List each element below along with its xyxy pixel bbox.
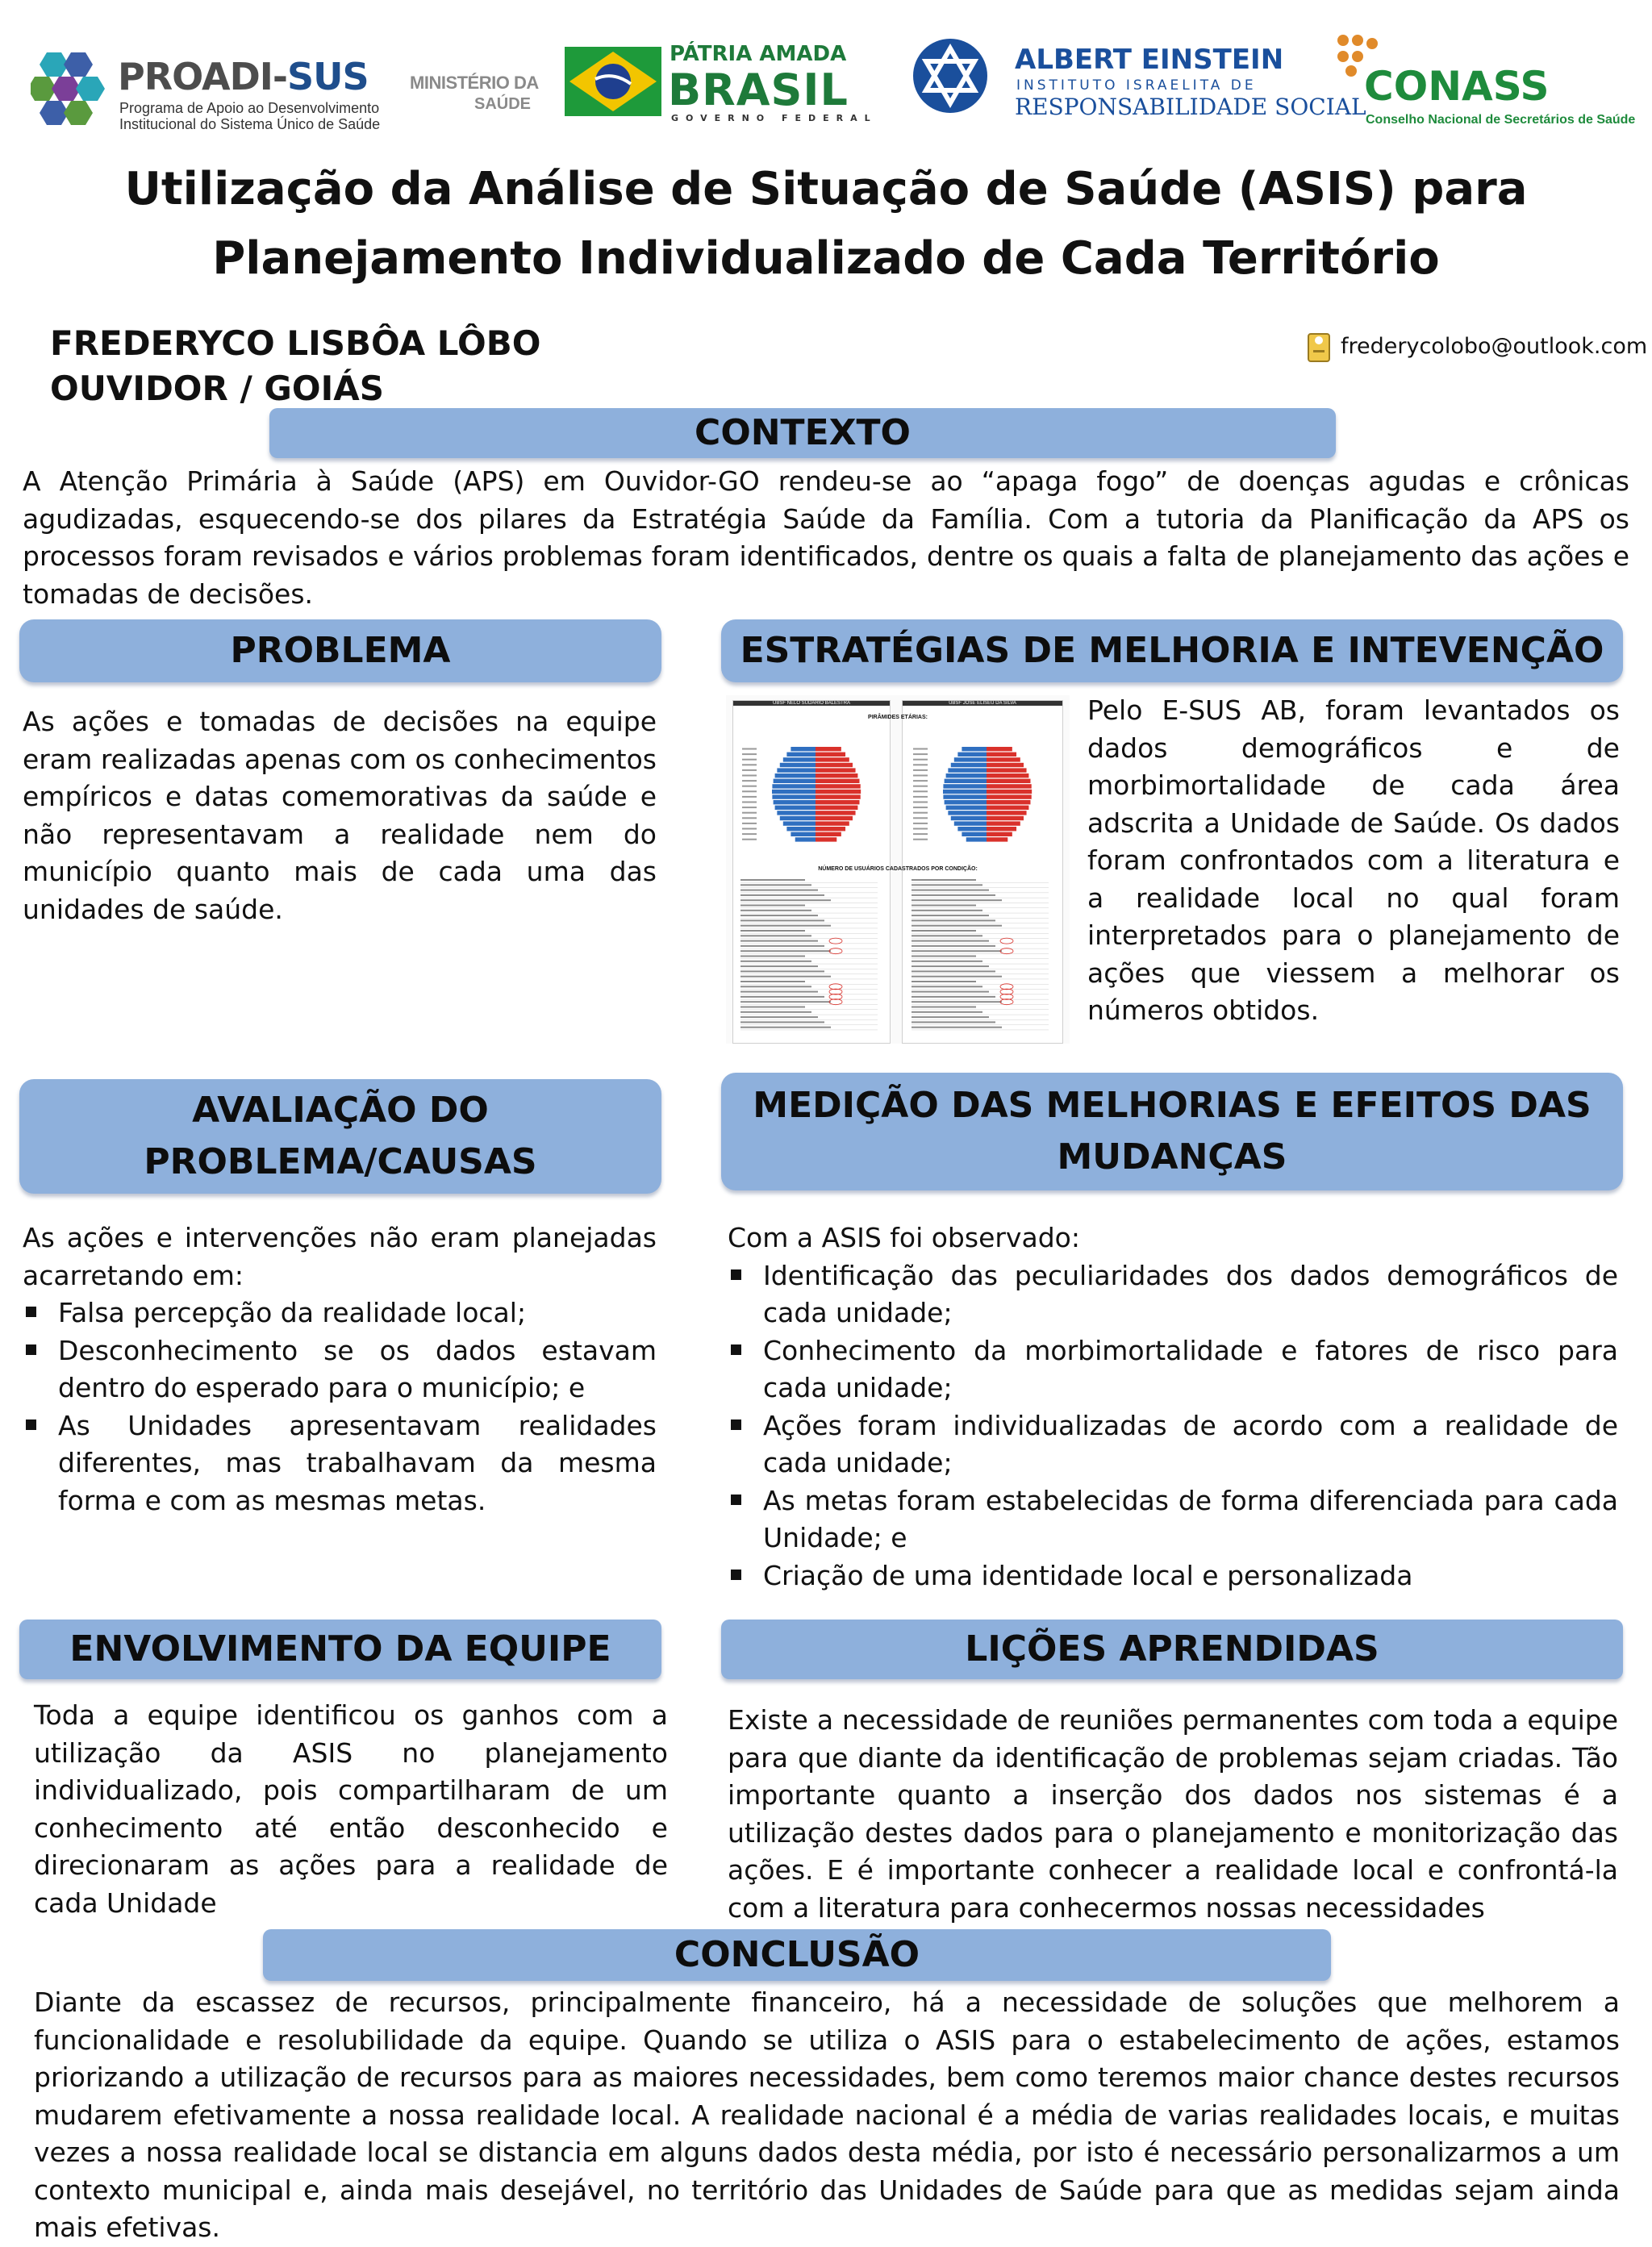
pyramid-bar-female	[816, 816, 853, 820]
table-row-divider	[740, 994, 878, 995]
proadi-hex-icon	[31, 48, 106, 129]
medicao-heading-line1: MEDIÇÃO DAS MELHORIAS E EFEITOS DAS	[753, 1085, 1592, 1126]
contexto-text: A Atenção Primária à Saúde (APS) em Ouvidor-GO rendeu-se ao “apaga fogo” de doenças agudas e crônicas agudizadas, esquecendo-se dos pilares da Estratégia Saúde da Família. Com a tutoria da Planificação da APS os processos foram revisados e vários problemas foram identificados, dentre os quais a falta de planejamento das ações e tomadas de decisões.	[23, 465, 1629, 610]
pyramid-row-label	[913, 748, 928, 750]
table-row-divider	[740, 1019, 878, 1020]
pyramid-row-label	[742, 759, 757, 761]
table-row-divider	[740, 918, 878, 919]
pyramid-bar-female	[816, 768, 856, 772]
pyramid-row-label	[913, 790, 928, 792]
table-row-divider	[912, 979, 1049, 980]
table-row-text	[740, 905, 805, 907]
pyramid-row-label	[913, 796, 928, 798]
table-row-text	[740, 950, 831, 952]
condition-table-left	[739, 878, 884, 1039]
pyramid-bar-male	[780, 763, 816, 767]
table-row-divider	[740, 948, 878, 949]
title-line1: Utilização da Análise de Situação de Saúde (ASIS) para	[124, 163, 1528, 215]
table-row-text	[912, 991, 989, 993]
pyramid-row-label	[742, 828, 757, 830]
pyramid-bar-male	[951, 763, 987, 767]
table-row-text	[912, 899, 1002, 901]
table-row-divider	[740, 959, 878, 960]
pyramid-bar-male	[948, 768, 987, 772]
pyramid-bar-female	[816, 806, 857, 810]
author-name: FREDERYCO LISBÔA LÔBO	[50, 323, 541, 363]
table-row-text	[740, 996, 824, 998]
pyramid-bar-male	[783, 821, 816, 825]
pyramid-bar-male	[786, 827, 816, 831]
pyramid-bar-male	[774, 779, 816, 783]
table-row-text	[740, 956, 805, 957]
pyramid-bar-female	[987, 768, 1027, 772]
table-row-text	[740, 919, 824, 921]
pyramid-bar-female	[816, 794, 861, 798]
conclusao-heading	[263, 1929, 1331, 1981]
table-row-divider	[740, 1010, 878, 1011]
pyramid-row-label	[913, 780, 928, 782]
table-row-text	[912, 1001, 1002, 1003]
conclusao-heading-text: CONCLUSÃO	[674, 1934, 920, 1976]
proadi-name: PROADI-	[118, 55, 287, 98]
pyramid-row-label	[913, 839, 928, 840]
table-row-text	[912, 919, 995, 921]
table-row-text	[740, 1016, 818, 1018]
table-row-text	[740, 925, 831, 927]
table-row-text	[912, 986, 982, 987]
table-row-text	[740, 981, 805, 982]
table-row-text	[740, 1027, 831, 1028]
pyramid-row-label	[913, 828, 928, 830]
pyramid-bar-female	[987, 821, 1020, 825]
table-row-text	[740, 894, 824, 896]
pyramid-bar-female	[987, 827, 1016, 831]
pyramid-row-label	[913, 817, 928, 819]
estrategias-text: Pelo E-SUS AB, foram levantados os dados demográficos e de morbimortalidade de cada área adscrita a Unidade de Saúde. Os dados foram confrontados com a literatura e a realidade local no qual foram interpretados para o planejamento de ações que viessem a melhorar os números obtidos.	[1087, 694, 1620, 1026]
table-row-divider	[912, 1010, 1049, 1011]
table-row-text	[740, 884, 811, 886]
pyramid-bar-female	[987, 752, 1016, 757]
licoes-heading-text: LIÇÕES APRENDIDAS	[965, 1628, 1379, 1670]
table-row-divider	[740, 984, 878, 985]
table-row-divider	[912, 882, 1049, 883]
pyramid-row-label	[742, 812, 757, 814]
pyramid-row-label	[742, 775, 757, 777]
pyramid-bar-male	[791, 747, 816, 751]
table-row-divider	[740, 979, 878, 980]
conass-sub: Conselho Nacional de Secretários de Saúde	[1366, 113, 1636, 127]
table-row-divider	[740, 887, 878, 888]
table-row-text	[912, 1011, 982, 1013]
table-row-text	[912, 956, 976, 957]
table-row-divider	[740, 964, 878, 965]
table-row-divider	[912, 938, 1049, 939]
pyramid-bar-female	[987, 837, 1007, 841]
pyramid-row-label	[742, 833, 757, 835]
condition-table-right	[910, 878, 1055, 1039]
avaliacao-intro: As ações e intervenções não eram planejadas acarretando em:	[23, 1222, 657, 1291]
table-row-text	[912, 961, 982, 962]
table-row-divider	[912, 989, 1049, 990]
table-row-divider	[912, 908, 1049, 909]
table-row-divider	[740, 933, 878, 934]
pyramid-row-label	[913, 769, 928, 771]
pyramid-bar-male	[945, 800, 987, 804]
table-row-divider	[912, 893, 1049, 894]
pyramid-bar-male	[945, 779, 987, 783]
avaliacao-body	[23, 1219, 657, 1520]
table-row-divider	[740, 989, 878, 990]
table-row-divider	[912, 933, 1049, 934]
pyramid-row-label	[913, 802, 928, 803]
albert-einstein-logo	[912, 35, 1366, 124]
table-row-text	[740, 986, 811, 987]
pyramid-row-label	[742, 802, 757, 803]
table-row-divider	[740, 953, 878, 954]
pyramid-bar-female	[987, 790, 1032, 794]
pyramid-bar-male	[954, 821, 987, 825]
pyramid-row-label	[742, 823, 757, 824]
pyramid-bar-female	[987, 816, 1024, 820]
table-row-divider	[912, 1019, 1049, 1020]
pyramid-row-label	[742, 796, 757, 798]
proadi-name-accent: SUS	[287, 55, 369, 98]
table-row-divider	[740, 893, 878, 894]
table-row-divider	[912, 928, 1049, 929]
table-row-text	[740, 915, 818, 916]
problema-heading	[19, 619, 661, 682]
table-row-text	[912, 935, 982, 936]
proadi-line2: Institucional do Sistema Único de Saúde	[119, 116, 381, 132]
table-row-text	[912, 894, 995, 896]
pyramid-row-label	[742, 748, 757, 750]
pyramid-bar-male	[791, 832, 816, 836]
pyramid-row-label	[742, 780, 757, 782]
table-row-divider	[912, 953, 1049, 954]
table-row-text	[740, 991, 818, 993]
problema-heading-text: PROBLEMA	[230, 630, 451, 672]
einstein-line3: RESPONSABILIDADE SOCIAL	[1015, 94, 1366, 120]
table-row-divider	[912, 964, 1049, 965]
medicao-heading-line2: MUDANÇAS	[1057, 1136, 1287, 1178]
unit-right-label: UBSF JOSÉ ELISEU DA SILVA	[903, 701, 1062, 706]
table-row-divider	[740, 1004, 878, 1005]
pyramid-bar-male	[777, 811, 816, 815]
pyramid-bar-female	[987, 806, 1028, 810]
email-block[interactable]	[1307, 326, 1647, 366]
table-highlight-circle	[1000, 948, 1013, 954]
avaliacao-heading-line1: AVALIAÇÃO DO	[192, 1090, 489, 1131]
pyramid-bar-female	[816, 832, 841, 836]
table-row-text	[740, 1021, 824, 1023]
einstein-line1: ALBERT EINSTEIN	[1015, 44, 1284, 76]
pyramid-bar-male	[957, 752, 987, 757]
brazil-flag-icon	[565, 47, 661, 116]
avaliacao-item: Falsa percepção da realidade local;	[23, 1294, 657, 1332]
table-row-divider	[912, 959, 1049, 960]
table-row-text	[912, 930, 976, 932]
table-row-divider	[912, 887, 1049, 888]
pyramid-bar-female	[987, 773, 1028, 777]
pyramid-row-label	[742, 764, 757, 765]
proadi-line1: Programa de Apoio ao Desenvolvimento	[119, 100, 380, 116]
pyramid-bar-female	[987, 763, 1024, 767]
ministerio-logo	[410, 73, 539, 121]
table-row-text	[740, 945, 824, 947]
pyramid-bar-male	[943, 794, 987, 798]
pyramid-row-label	[913, 759, 928, 761]
table-row-text	[912, 981, 976, 982]
table-row-text	[912, 970, 995, 972]
table-row-text	[912, 884, 982, 886]
medicao-heading	[721, 1073, 1623, 1190]
title-line2: Planejamento Individualizado de Cada Território	[212, 232, 1440, 285]
avaliacao-heading-line2: PROBLEMA/CAUSAS	[144, 1141, 537, 1182]
pyramid-bar-male	[954, 757, 987, 761]
pyramid-bar-female	[816, 763, 853, 767]
table-row-text	[740, 890, 818, 891]
table-row-text	[912, 1027, 1002, 1028]
figure-pyramid-title: PIRÂMIDES ETÁRIAS:	[868, 715, 928, 720]
pyramid-bar-female	[816, 790, 861, 794]
pyramid-row-label	[913, 833, 928, 835]
table-row-text	[912, 915, 989, 916]
table-highlight-circle	[829, 948, 842, 954]
envolvimento-heading	[19, 1620, 661, 1679]
pyramid-row-label	[742, 807, 757, 808]
pyramid-row-label	[913, 753, 928, 755]
table-row-divider	[912, 948, 1049, 949]
table-row-text	[912, 1007, 976, 1008]
pyramid-bar-female	[816, 827, 845, 831]
pyramid-bar-female	[816, 784, 861, 788]
medicao-body	[728, 1219, 1618, 1595]
pyramid-bar-female	[816, 800, 859, 804]
table-row-divider	[740, 938, 878, 939]
pyramid-bar-female	[987, 757, 1020, 761]
pyramid-bar-female	[987, 811, 1027, 815]
table-row-text	[740, 976, 831, 978]
table-row-text	[912, 950, 1002, 952]
patria-line2: BRASIL	[668, 65, 849, 115]
einstein-star-icon	[912, 37, 989, 115]
pyramid-bar-female	[987, 784, 1032, 788]
age-pyramid-right	[910, 744, 1055, 848]
medicao-item: Ações foram individualizadas de acordo com a realidade de cada unidade;	[728, 1407, 1618, 1482]
table-row-divider	[740, 1030, 878, 1031]
table-row-text	[740, 935, 811, 936]
pyramid-bar-male	[962, 832, 987, 836]
table-row-text	[740, 899, 831, 901]
table-row-text	[740, 1001, 831, 1003]
table-row-text	[912, 910, 982, 911]
pyramid-bar-male	[772, 784, 816, 788]
einstein-line2: INSTITUTO ISRAELITA DE	[1016, 77, 1257, 94]
avaliacao-item: As Unidades apresentavam realidades diferentes, mas trabalhavam da mesma forma e com as mesmas metas.	[23, 1407, 657, 1520]
email-text[interactable]: frederycolobo@outlook.com	[1341, 333, 1648, 359]
patria-line3: GOVERNO FEDERAL	[671, 113, 878, 123]
pyramid-bar-female	[816, 773, 857, 777]
table-row-text	[912, 996, 995, 998]
pyramid-bar-male	[774, 800, 816, 804]
pyramid-row-label	[742, 817, 757, 819]
table-row-divider	[912, 973, 1049, 974]
medicao-intro: Com a ASIS foi observado:	[728, 1222, 1080, 1253]
pyramid-bar-male	[772, 790, 816, 794]
medicao-item: Conhecimento da morbimortalidade e fatores de risco para cada unidade;	[728, 1332, 1618, 1407]
pyramid-row-label	[913, 823, 928, 824]
conass-name: CONASS	[1364, 63, 1550, 110]
pyramid-bar-male	[951, 816, 987, 820]
table-row-text	[912, 905, 976, 907]
pyramid-row-label	[742, 769, 757, 771]
table-row-text	[912, 879, 976, 881]
pyramid-bar-male	[777, 768, 816, 772]
pyramid-bar-female	[816, 752, 845, 757]
pyramid-bar-male	[948, 811, 987, 815]
envolvimento-heading-text: ENVOLVIMENTO DA EQUIPE	[69, 1628, 611, 1670]
licoes-text: Existe a necessidade de reuniões permanentes com toda a equipe para que diante da identificação de problemas sejam criadas. Tão importante quanto a inserção dos dados nos sistemas é a utilização destes dados para o planejamento e monitorização das ações. E é importante conhecer a realidade local e confrontá-la com a literatura para conhecermos nossas necessidades	[728, 1704, 1618, 1924]
email-icon	[1307, 327, 1331, 365]
avaliacao-item: Desconhecimento se os dados estavam dentro do esperado para o município; e	[23, 1332, 657, 1407]
medicao-item: Identificação das peculiaridades dos dados demográficos de cada unidade;	[728, 1257, 1618, 1332]
poster-title	[0, 155, 1652, 294]
table-row-divider	[740, 908, 878, 909]
pyramid-row-label	[742, 753, 757, 755]
table-row-text	[740, 961, 811, 962]
table-row-text	[912, 925, 1002, 927]
table-row-divider	[912, 918, 1049, 919]
contexto-heading	[269, 408, 1336, 458]
pyramid-bar-male	[943, 790, 987, 794]
table-row-divider	[912, 1024, 1049, 1025]
medicao-list	[728, 1257, 1618, 1595]
table-row-divider	[912, 999, 1049, 1000]
table-row-text	[740, 879, 805, 881]
table-row-divider	[740, 1024, 878, 1025]
envolvimento-text: Toda a equipe identificou os ganhos com a utilização da ASIS no planejamento individualizado, pois compartilharam de um conhecimento até então desconhecido e direcionaram as ações para a realidade de cada Unidade	[34, 1699, 668, 1919]
medicao-item: Criação de uma identidade local e personalizada	[728, 1557, 1618, 1595]
table-row-text	[740, 910, 811, 911]
table-row-divider	[740, 928, 878, 929]
pyramid-row-label	[742, 786, 757, 787]
pyramid-bar-female	[987, 794, 1032, 798]
table-row-text	[740, 930, 805, 932]
table-row-divider	[912, 1004, 1049, 1005]
pyramid-bar-female	[816, 837, 836, 841]
medicao-item: As metas foram estabelecidas de forma diferenciada para cada Unidade; e	[728, 1482, 1618, 1557]
table-row-divider	[740, 999, 878, 1000]
pyramid-bar-male	[783, 757, 816, 761]
table-row-divider	[912, 1030, 1049, 1031]
pyramid-bar-male	[772, 794, 816, 798]
proadi-sus-logo	[31, 48, 381, 137]
pyramid-bar-female	[816, 779, 859, 783]
ministerio-line2: SAÚDE	[474, 95, 532, 113]
pyramid-row-label	[742, 839, 757, 840]
table-row-text	[740, 940, 818, 942]
pyramid-bar-female	[987, 800, 1030, 804]
contexto-heading-text: CONTEXTO	[695, 412, 911, 454]
conclusao-text: Diante da escassez de recursos, principalmente financeiro, há a necessidade de soluções que melhorem a funcionalidade e resolubilidade da equipe. Quando se utiliza o ASIS para o estabelecimento de ações, estamos priorizando a utilização de recursos para as maiores necessidades, bem como teremos maior chance destes recursos mudarem efetivamente a nossa realidade local. A realidade nacional é a média de varias realidades locais, e muitas vezes a nossa realidade local se distancia em alguns dados desta média, por isto é necessário personalizarmos a um contexto municipal e, ainda mais desejável, no território das Unidades de Saúde para que as medidas sejam ainda mais efetivas.	[34, 1986, 1620, 2243]
pyramid-row-label	[913, 812, 928, 814]
table-row-text	[740, 970, 824, 972]
table-row-text	[912, 945, 995, 947]
table-row-text	[912, 976, 1002, 978]
pyramid-bar-male	[775, 806, 816, 810]
ministerio-line1: MINISTÉRIO DA	[410, 73, 539, 93]
table-row-text	[912, 965, 989, 967]
table-row-text	[740, 1007, 805, 1008]
patria-line1: PÁTRIA AMADA	[670, 42, 847, 66]
table-row-text	[740, 1011, 811, 1013]
pyramid-bar-female	[816, 757, 849, 761]
pyramid-bar-male	[962, 747, 987, 751]
asis-figure	[726, 695, 1070, 1044]
patria-amada-brasil-logo	[565, 40, 878, 123]
avaliacao-heading	[19, 1079, 661, 1194]
licoes-heading	[721, 1620, 1623, 1679]
problema-text: As ações e tomadas de decisões na equipe eram realizadas apenas com os conhecimentos empíricos e datas comemorativas da saúde e não representavam a realidade nem do município quanto mais de cada uma das unidades de saúde.	[23, 706, 657, 925]
table-row-divider	[912, 984, 1049, 985]
age-pyramid-left	[739, 744, 884, 848]
pyramid-row-label	[742, 790, 757, 792]
pyramid-row-label	[913, 764, 928, 765]
avaliacao-list	[23, 1294, 657, 1520]
author-location: OUVIDOR / GOIÁS	[50, 369, 384, 408]
pyramid-bar-male	[786, 752, 816, 757]
table-highlight-circle	[829, 938, 842, 944]
table-row-divider	[740, 973, 878, 974]
pyramid-row-label	[913, 786, 928, 787]
estrategias-heading-text: ESTRATÉGIAS DE MELHORIA E INTEVENÇÃO	[740, 630, 1604, 672]
pyramid-bar-female	[816, 747, 841, 751]
logo-row	[0, 32, 1652, 137]
pyramid-bar-male	[966, 837, 987, 841]
table-highlight-circle	[1000, 938, 1013, 944]
pyramid-bar-male	[943, 784, 987, 788]
pyramid-bar-male	[946, 806, 987, 810]
pyramid-row-label	[913, 775, 928, 777]
estrategias-heading	[721, 619, 1623, 682]
author-block	[50, 321, 540, 411]
pyramid-bar-male	[957, 827, 987, 831]
pyramid-bar-female	[987, 832, 1012, 836]
pyramid-bar-male	[946, 773, 987, 777]
pyramid-bar-female	[816, 811, 856, 815]
table-row-divider	[912, 913, 1049, 914]
pyramid-bar-female	[987, 779, 1030, 783]
table-row-text	[912, 940, 989, 942]
pyramid-bar-male	[780, 816, 816, 820]
pyramid-bar-female	[816, 821, 849, 825]
table-row-text	[740, 965, 818, 967]
table-row-text	[912, 890, 989, 891]
conass-logo	[1335, 32, 1636, 129]
pyramid-bar-male	[795, 837, 816, 841]
table-row-text	[912, 1021, 995, 1023]
table-row-divider	[912, 994, 1049, 995]
figure-table-title: NÚMERO DE USUÁRIOS CADASTRADOS POR CONDIÇÃO:	[818, 866, 978, 872]
table-row-text	[912, 1016, 989, 1018]
pyramid-bar-male	[775, 773, 816, 777]
table-row-divider	[740, 882, 878, 883]
pyramid-row-label	[913, 807, 928, 808]
table-row-divider	[740, 913, 878, 914]
pyramid-bar-female	[987, 747, 1012, 751]
unit-left-label: UBSF NELO SUDÁRIO BALESTRA	[733, 701, 890, 706]
